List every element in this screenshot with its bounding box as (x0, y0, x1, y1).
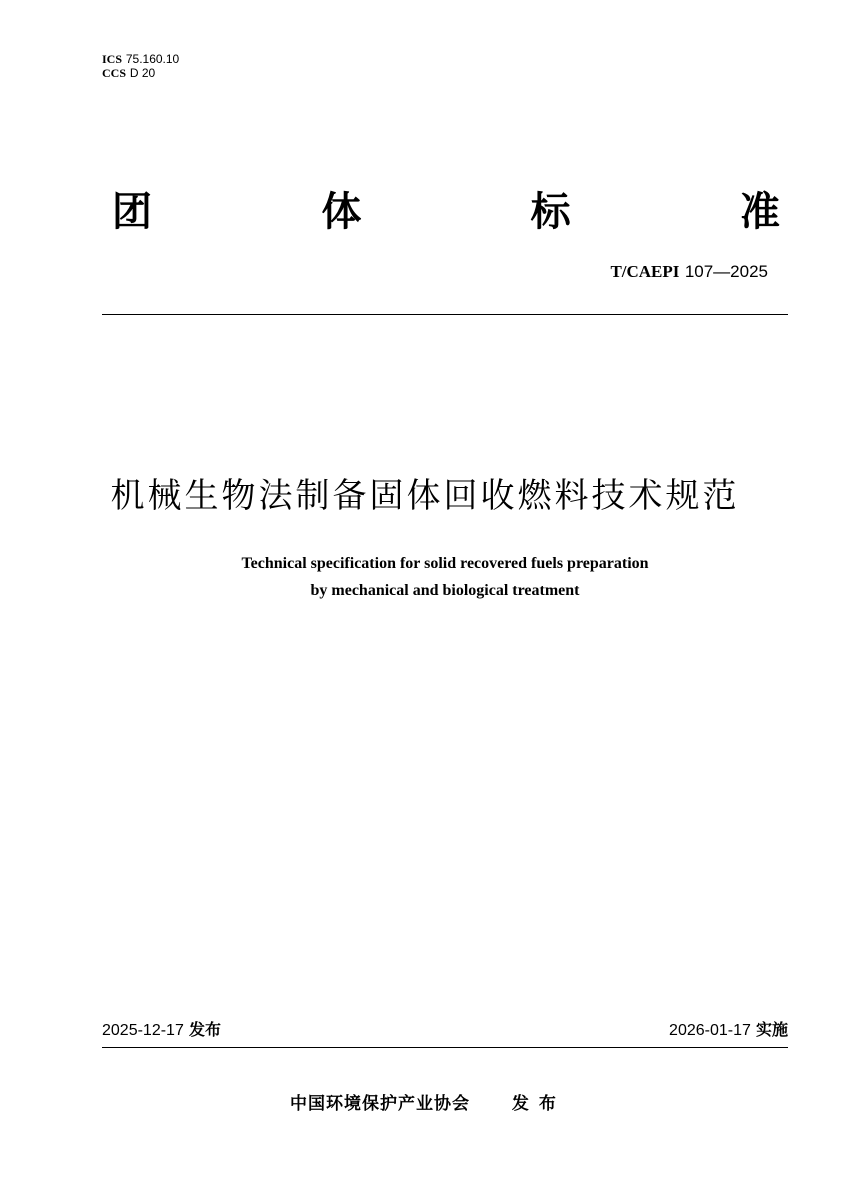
english-title-line: by mechanical and biological treatment (310, 582, 580, 599)
issue-date-label: 发布 (188, 1020, 221, 1039)
implementation-date-value: 2026-01-17 (669, 1022, 751, 1039)
issue-date (102, 1020, 221, 1041)
standard-type-char: 标 (530, 188, 571, 235)
implementation-date (669, 1020, 788, 1041)
document-title-chinese: 机械生物法制备固体回收燃料技术规范 (110, 476, 740, 516)
header-divider (102, 314, 788, 315)
implementation-date-label: 实施 (755, 1020, 788, 1039)
publisher-line (290, 1093, 566, 1115)
publisher-action: 发布 (511, 1094, 566, 1114)
standard-type-heading (112, 183, 780, 233)
footer-divider (102, 1047, 788, 1048)
ics-code (102, 52, 179, 66)
standard-number (610, 262, 768, 282)
standard-type-char: 体 (321, 188, 362, 235)
ccs-label: CCS (102, 66, 127, 80)
ics-label: ICS (102, 52, 123, 66)
standard-type-char: 准 (739, 188, 780, 235)
standard-number-prefix: T/CAEPI (610, 262, 680, 281)
ccs-code (102, 66, 179, 80)
issue-date-value: 2025-12-17 (102, 1022, 184, 1039)
standard-number-code: 107—2025 (684, 262, 768, 281)
classification-codes (102, 52, 179, 80)
publisher-organization: 中国环境保护产业协会 (290, 1094, 470, 1114)
ccs-value: D 20 (129, 66, 156, 80)
standard-type-char: 团 (112, 188, 152, 235)
document-title-english (0, 550, 850, 604)
english-title-line: Technical specification for solid recovered fuels preparation (241, 555, 649, 572)
ics-value: 75.160.10 (125, 52, 180, 66)
